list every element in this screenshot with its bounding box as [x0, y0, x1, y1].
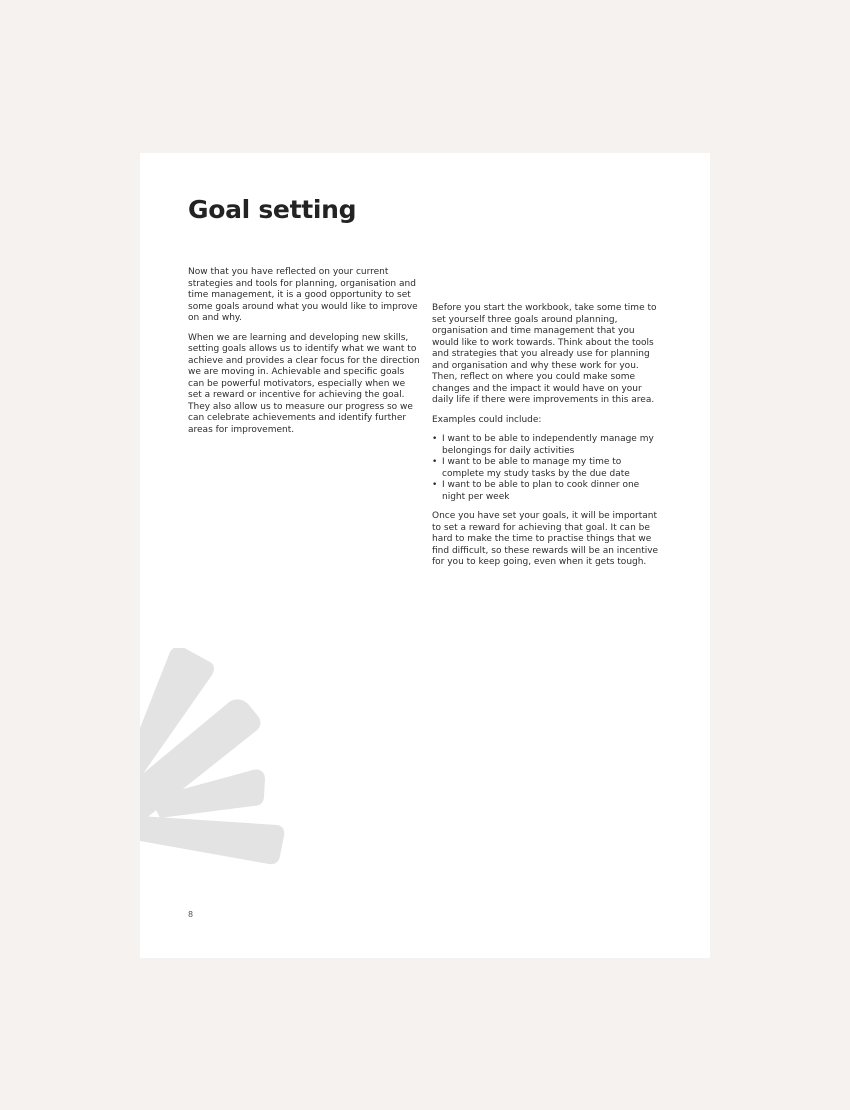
list-item: • I want to be able to manage my time to complete my study tasks by the due date [432, 457, 662, 480]
page-number: 8 [188, 910, 194, 919]
right-paragraph-reward: Once you have set your goals, it will be important to set a reward for achieving that goal. It can be hard to make the time to practise things that we find difficult, so these rewards will be an incentive for you to keep going, even when it gets tough. [432, 511, 659, 567]
left-paragraph: Now that you have reflected on your current strategies and tools for planning, organisation and time management, it is a good opportunity to set some goals around what you would like to improve on and why. [188, 267, 418, 323]
right-column [432, 303, 662, 577]
left-paragraph: When we are learning and developing new skills, setting goals allows us to identify what we want to achieve and provides a clear focus for the direction we are moving in. Achievable and specific goals can be powerful motivators, especially when we set a reward or incentive for achieving the goal. They also allow us to measure our progress so we can celebrate achievements and identify further areas for improvement. [188, 332, 420, 435]
left-column [188, 267, 420, 444]
fan-petal [140, 816, 284, 864]
list-item: • I want to be able to independently manage my belongings for daily activities [432, 434, 662, 457]
examples-intro: Examples could include: [432, 414, 542, 425]
document-page [140, 153, 710, 958]
right-paragraph-intro: Before you start the workbook, take some time to set yourself three goals around planning, organisation and time management that you would like to work towards. Think about the tools and strategies that you already use for planning and organisation and why these work for you. Then, reflect on where you could make some changes and the impact it would have on your daily life if there were improvements in this area. [432, 303, 657, 405]
list-item: • I want to be able to plan to cook dinner one night per week [432, 480, 662, 503]
decorative-fan-shape [140, 648, 290, 873]
examples-list [432, 434, 662, 503]
page-title: Goal setting [188, 195, 357, 224]
